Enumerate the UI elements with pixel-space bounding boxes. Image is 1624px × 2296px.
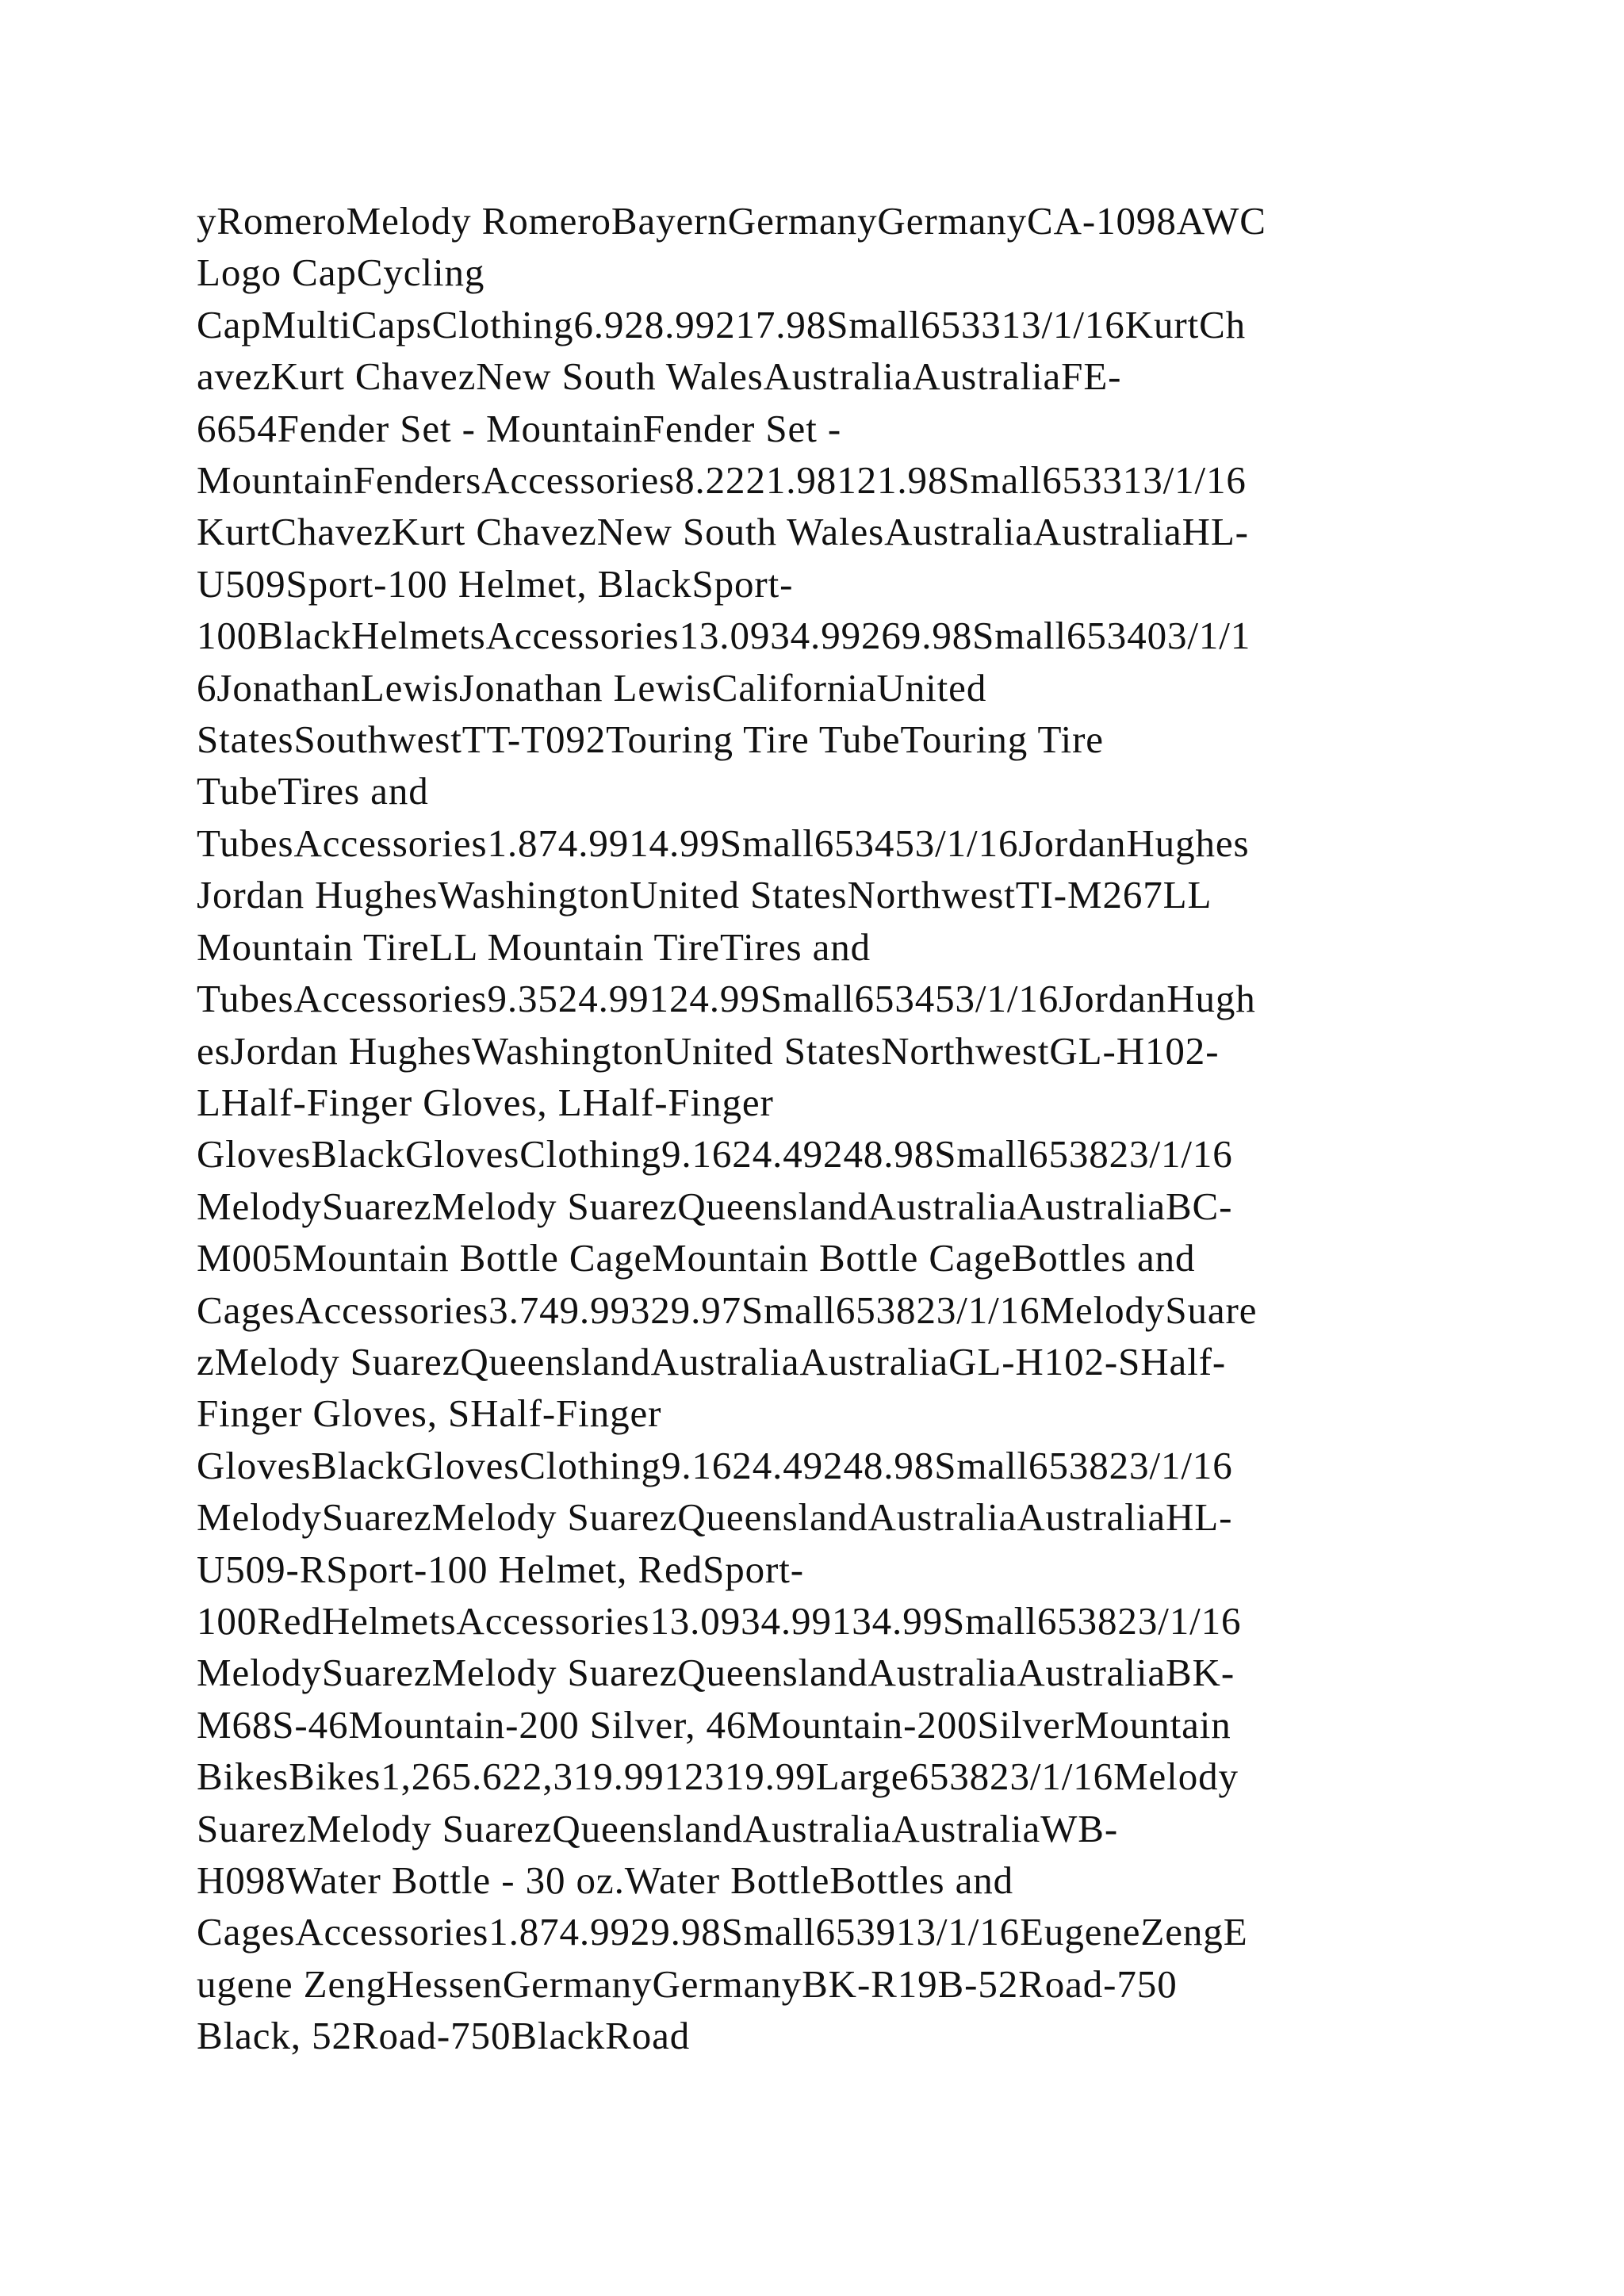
text-line: 6JonathanLewisJonathan LewisCaliforniaUnited: [197, 665, 987, 710]
text-line: Finger Gloves, SHalf-Finger: [197, 1391, 662, 1436]
text-line: Logo CapCycling: [197, 251, 485, 295]
text-line: Jordan HughesWashingtonUnited StatesNorthwestTI-M267LL: [197, 873, 1212, 917]
text-line: MelodySuarezMelody SuarezQueenslandAustraliaAustraliaHL-: [197, 1495, 1233, 1540]
text-line: Mountain TireLL Mountain TireTires and: [197, 924, 871, 969]
text-line: CapMultiCapsClothing6.928.99217.98Small653313/1/16KurtCh: [197, 302, 1247, 346]
text-line: StatesSouthwestTT-T092Touring Tire TubeTouring Tire: [197, 718, 1104, 762]
text-line: LHalf-Finger Gloves, LHalf-Finger: [197, 1080, 774, 1124]
text-line: BikesBikes1,265.622,319.9912319.99Large653823/1/16Melody: [197, 1755, 1239, 1799]
text-line: MelodySuarezMelody SuarezQueenslandAustraliaAustraliaBK-: [197, 1651, 1235, 1695]
text-line: M005Mountain Bottle CageMountain Bottle CageBottles and: [197, 1236, 1196, 1280]
text-line: yRomeroMelody RomeroBayernGermanyGermanyCA-1098AWC: [197, 199, 1266, 243]
text-line: TubesAccessories9.3524.99124.99Small653453/1/16JordanHugh: [197, 977, 1256, 1021]
text-line: SuarezMelody SuarezQueenslandAustraliaAustraliaWB-: [197, 1806, 1119, 1850]
text-line: 100RedHelmetsAccessories13.0934.99134.99Small653823/1/16: [197, 1598, 1242, 1643]
text-line: TubeTires and: [197, 769, 429, 813]
text-line: zMelody SuarezQueenslandAustraliaAustraliaGL-H102-SHalf-: [197, 1339, 1227, 1383]
text-line: MountainFendersAccessories8.2221.98121.98Small653313/1/16: [197, 458, 1247, 503]
text-line: Black, 52Road-750BlackRoad: [197, 2014, 691, 2058]
text-line: esJordan HughesWashingtonUnited StatesNorthwestGL-H102-: [197, 1028, 1220, 1073]
text-line: U509Sport-100 Helmet, BlackSport-: [197, 561, 794, 606]
text-line: MelodySuarezMelody SuarezQueenslandAustraliaAustraliaBC-: [197, 1184, 1233, 1228]
text-line: TubesAccessories1.874.9914.99Small653453/1/16JordanHughes: [197, 821, 1250, 865]
text-line: 100BlackHelmetsAccessories13.0934.99269.98Small653403/1/1: [197, 614, 1251, 658]
text-line: avezKurt ChavezNew South WalesAustraliaAustraliaFE-: [197, 354, 1122, 399]
text-line: M68S-46Mountain-200 Silver, 46Mountain-200SilverMountain: [197, 1702, 1231, 1747]
text-line: CagesAccessories3.749.99329.97Small653823/1/16MelodySuare: [197, 1288, 1258, 1332]
text-line: ugene ZengHessenGermanyGermanyBK-R19B-52Road-750: [197, 1961, 1178, 2006]
text-line: KurtChavezKurt ChavezNew South WalesAustraliaAustraliaHL-: [197, 510, 1249, 554]
text-line: GlovesBlackGlovesClothing9.1624.49248.98Small653823/1/16: [197, 1443, 1233, 1487]
text-line: U509-RSport-100 Helmet, RedSport-: [197, 1547, 804, 1591]
body-text: [197, 195, 1434, 2062]
text-line: GlovesBlackGlovesClothing9.1624.49248.98Small653823/1/16: [197, 1132, 1233, 1177]
text-line: CagesAccessories1.874.9929.98Small653913/1/16EugeneZengE: [197, 1910, 1248, 1954]
text-line: 6654Fender Set - MountainFender Set -: [197, 406, 842, 450]
text-line: H098Water Bottle - 30 oz.Water BottleBottles and: [197, 1858, 1014, 1902]
